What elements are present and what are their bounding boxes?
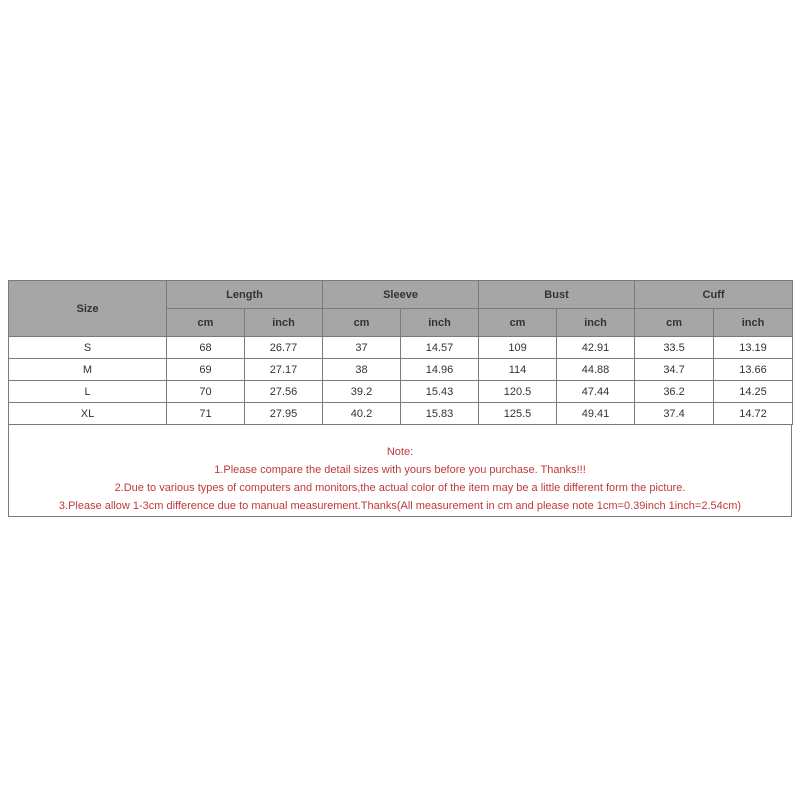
unit-header: cm [635,309,714,337]
value-cell: 40.2 [323,403,401,425]
cuff-group-header: Cuff [635,281,793,309]
value-cell: 38 [323,359,401,381]
value-cell: 14.96 [401,359,479,381]
value-cell: 33.5 [635,337,714,359]
size-cell: S [9,337,167,359]
value-cell: 14.57 [401,337,479,359]
note-line-1: 1.Please compare the detail sizes with yours before you purchase. Thanks!!! [214,464,586,476]
unit-header: inch [557,309,635,337]
value-cell: 71 [167,403,245,425]
value-cell: 14.72 [714,403,793,425]
sleeve-group-header: Sleeve [323,281,479,309]
table-row [9,381,793,403]
value-cell: 114 [479,359,557,381]
size-column-header: Size [9,281,167,337]
value-cell: 27.17 [245,359,323,381]
note-line-3: 3.Please allow 1-3cm difference due to manual measurement.Thanks(All measurement in cm and please note 1cm=0.39inch 1inch=2.54cm) [58,500,742,512]
value-cell: 36.2 [635,381,714,403]
size-cell: M [9,359,167,381]
table-row [9,403,793,425]
value-cell: 70 [167,381,245,403]
unit-header: inch [245,309,323,337]
size-chart [8,280,792,517]
value-cell: 27.95 [245,403,323,425]
value-cell: 68 [167,337,245,359]
size-cell: L [9,381,167,403]
value-cell: 13.66 [714,359,793,381]
unit-header: cm [167,309,245,337]
value-cell: 120.5 [479,381,557,403]
bust-group-header: Bust [479,281,635,309]
value-cell: 37 [323,337,401,359]
value-cell: 37.4 [635,403,714,425]
value-cell: 26.77 [245,337,323,359]
value-cell: 13.19 [714,337,793,359]
table-row [9,359,793,381]
value-cell: 47.44 [557,381,635,403]
unit-header: inch [401,309,479,337]
note-box [8,425,792,517]
value-cell: 49.41 [557,403,635,425]
size-table [8,280,793,425]
value-cell: 15.43 [401,381,479,403]
value-cell: 125.5 [479,403,557,425]
unit-header: cm [479,309,557,337]
value-cell: 109 [479,337,557,359]
value-cell: 44.88 [557,359,635,381]
value-cell: 42.91 [557,337,635,359]
table-row [9,337,793,359]
unit-header: inch [714,309,793,337]
value-cell: 69 [167,359,245,381]
value-cell: 15.83 [401,403,479,425]
note-line-2: 2.Due to various types of computers and monitors,the actual color of the item may be a little different form the picture. [114,482,686,494]
value-cell: 27.56 [245,381,323,403]
value-cell: 34.7 [635,359,714,381]
size-cell: XL [9,403,167,425]
value-cell: 14.25 [714,381,793,403]
unit-header: cm [323,309,401,337]
value-cell: 39.2 [323,381,401,403]
note-title: Note: [386,446,414,458]
length-group-header: Length [167,281,323,309]
